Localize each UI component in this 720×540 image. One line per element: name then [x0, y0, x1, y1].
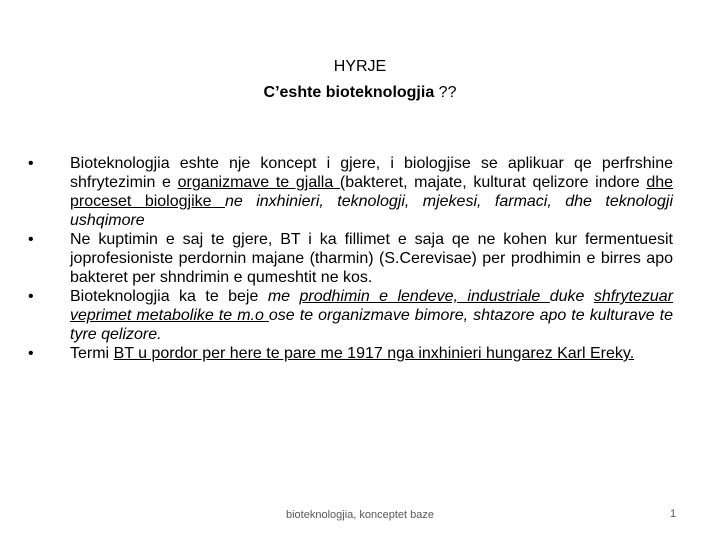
bullet-text-segment: Ne kuptimin e saj te gjere, BT i ka fillimet e saja qe ne kohen kur fermentuesit joprofesioniste perdornin majane (tharmin) (S.Cerevisae) per prodhimin e birres apo bakteret per shndrimin e qumeshtit ne kos. [70, 231, 673, 286]
bullet-marker: • [28, 345, 34, 362]
bullet-text-segment: Bioteknologjia ka te beje [70, 288, 268, 305]
bullet-text [70, 154, 673, 230]
bullet-text-segment: dhe proceset biologjike [70, 174, 674, 210]
bullet-text-segment: organizmave te gjalla [177, 174, 340, 191]
bullet-item [28, 230, 673, 287]
footer-text: bioteknologjia, konceptet baze [286, 509, 434, 521]
bullet-item [28, 344, 673, 363]
bullet-text [70, 230, 673, 287]
bullet-item [28, 154, 673, 230]
slide-title-line1: HYRJE [333, 58, 387, 75]
bullet-text-segment: BT u pordor per here te pare me 1917 nga inxhinieri hungarez Karl Ereky. [113, 345, 635, 362]
bullet-text-segment: (bakteret, majate, kulturat qelizore indore [339, 174, 647, 191]
bullet-marker: • [28, 231, 34, 248]
bullet-text-segment: ose te organizmave bimore, shtazore apo te kulturave te tyre qelizore. [70, 307, 673, 343]
bullet-marker: • [28, 288, 34, 305]
bullet-text-segment: ne inxhinieri, teknologji, mjekesi, farmaci, dhe teknologji ushqimore [70, 193, 673, 229]
bullet-text-segment: Termi [70, 345, 114, 362]
bullet-text [70, 344, 673, 363]
bullet-text-segment: duke [549, 288, 594, 305]
slide-title-line2 [0, 84, 720, 102]
bullet-text-segment: shfrytezuar veprimet metabolike te m.o [70, 288, 674, 324]
bullet-list [28, 154, 673, 363]
bullet-text-segment: Bioteknologjia eshte nje koncept i gjere, i biologjise se aplikuar qe perfrshine shfrytezimin e [70, 155, 673, 191]
slide-title-bold: C’eshte bioteknologjia [263, 84, 435, 101]
bullet-item [28, 287, 673, 344]
bullet-text-segment: me [267, 288, 300, 305]
page-number: 1 [670, 508, 677, 520]
bullet-text [70, 287, 673, 344]
slide-title-rest: ?? [434, 84, 457, 101]
bullet-text-segment: prodhimin e lendeve, industriale [299, 288, 550, 305]
bullet-marker: • [28, 155, 34, 172]
